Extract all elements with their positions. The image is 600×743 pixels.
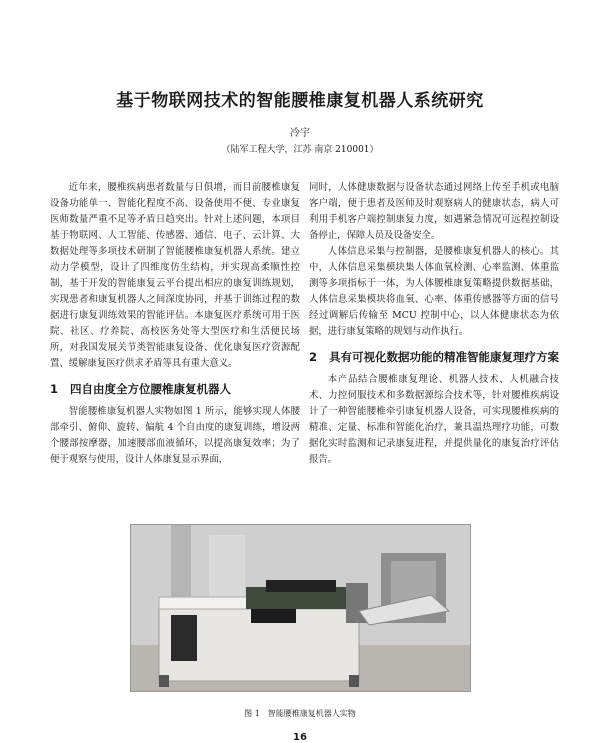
controller-paragraph: 人体信息采集与控制器，是腰椎康复机器人的核心。其中，人体信息采集模块集人体血氧检测、心率监测、体重监测等多项指标于一体，为人体腰椎康复策略提供数据基础，人体信息采集模块将血氧、心率、体重传感器等方面的信号经过调解后传输至 MCU 控制中心，以人体健康状态为依据，进行康复策略的规划与动作执行。 <box>309 246 559 337</box>
section-1-paragraph: 智能腰椎康复机器人实物如图 1 所示，能够实现人体腰部牵引、俯仰、旋转、偏航 4 个自由度的康复训练，增设两个腰部按摩器，加速腰部血液循环，以提高康复效率；为了便于观察与使用，设计人体康复显示界面， <box>50 406 300 465</box>
robot-photo-drawing <box>131 525 470 691</box>
figure-caption: 图 1 智能腰椎康复机器人实物 <box>244 709 356 718</box>
right-column <box>309 180 559 468</box>
section-2-number: 2 <box>309 350 318 364</box>
author: 冷宇 <box>290 128 310 139</box>
section-2-heading <box>309 349 559 365</box>
left-column <box>50 180 300 468</box>
continued-paragraph: 同时，人体健康数据与设备状态通过网络上传至手机或电脑客户端，便于患者及医师及时观察病人的健康状态，病人可利用手机客户端控制康复力度，如遇紧急情况可远程控制设备停止，保障人员及设备安全。 <box>309 182 559 241</box>
section-1-number: 1 <box>50 382 59 396</box>
affiliation: （陆军工程大学，江苏 南京 210001） <box>221 145 379 155</box>
section-2-title: 具有可视化数据功能的精准智能康复理疗方案 <box>329 350 559 364</box>
page-number: 16 <box>293 732 307 743</box>
section-1-heading <box>50 381 300 397</box>
section-2-paragraph: 本产品结合腰椎康复理论、机器人技术、人机融合技术、力控伺服技术和多数据源综合技术等，针对腰椎疾病设计了一种智能腰椎牵引康复机器人设备，可实现腰椎疾病的精准、定量、标准和智能化治疗，兼具温热理疗功能，可数据化实时监测和记录康复进程，并提供量化的康复治疗评估报告。 <box>309 374 559 465</box>
robot-photo <box>130 524 471 692</box>
section-1-title: 四自由度全方位腰椎康复机器人 <box>70 382 231 396</box>
intro-paragraph: 近年来，腰椎疾病患者数量与日俱增，而目前腰椎康复设备功能单一、智能化程度不高、设备使用不便、专业康复医师数量严重不足等矛盾日趋突出。针对上述问题，本项目基于物联网、人工智能、传感器、通信、电子、云计算、大数据处理等多项技术研制了智能腰椎康复机器人系统。建立动力学模型，设计了四维度仿生结构，并实现高柔顺性控制，基于开发的智能康复云平台提出相应的康复训练规划，实现患者和康复机器人之间深度协同，并基于训练过程的数据进行康复训练效果的智能评估。本康复医疗系统可用于医院、社区、疗养院、高校医务处等大型医疗和生活便民场所，对我国发展关节类智能康复设备、优化康复医疗资源配置、缓解康复医疗供求矛盾等具有重大意义。 <box>50 182 300 369</box>
paper-title: 基于物联网技术的智能腰椎康复机器人系统研究 <box>116 91 484 111</box>
